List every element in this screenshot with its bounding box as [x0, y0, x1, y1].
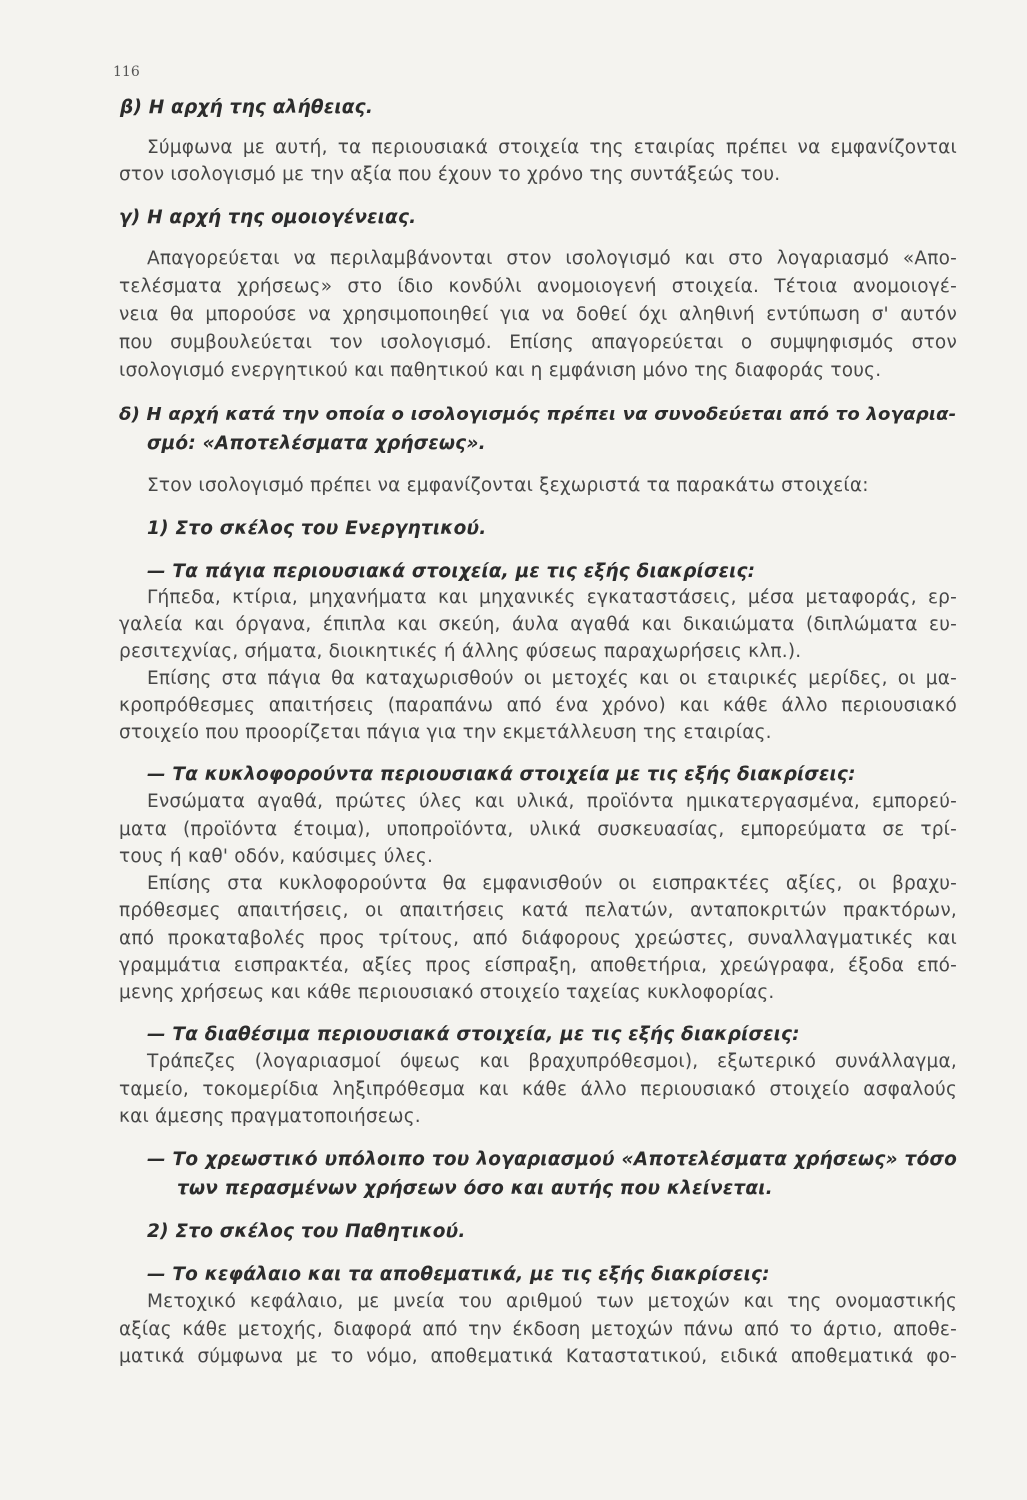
text-line: Απαγορεύεται να περιλαμβάνονται στον ισολογισμό και στο λογαριασμό «Απο-: [147, 248, 957, 269]
text-line: νεια θα μπορούσε να χρησιμοποιηθεί για να δοθεί όχι αληθινή εντύπωση σ' αυτόν: [119, 304, 957, 325]
page-number: 116: [113, 64, 140, 80]
text-line: πρόθεσμες απαιτήσεις, οι απαιτήσεις κατά πελατών, ανταποκριτών πρακτόρων,: [119, 900, 957, 921]
text-line: Επίσης στα πάγια θα καταχωρισθούν οι μετοχές και οι εταιρικές μερίδες, οι μα-: [147, 668, 957, 689]
heading-line: — Τα κυκλοφορούντα περιουσιακά στοιχεία με τις εξής διακρίσεις:: [147, 764, 856, 785]
text-line: και άμεσης πραγματοποιήσεως.: [119, 1106, 421, 1127]
text-line: τελέσματα χρήσεως» στο ίδιο κονδύλι ανομοιογενή στοιχεία. Τέτοια ανομοιογέ-: [119, 276, 957, 297]
heading-line: — Τα πάγια περιουσιακά στοιχεία, με τις εξής διακρίσεις:: [147, 561, 756, 582]
text-line: Σύμφωνα με αυτή, τα περιουσιακά στοιχεία της εταιρίας πρέπει να εμφανίζονται: [147, 137, 957, 158]
heading-line: γ) Η αρχή της ομοιογένειας.: [119, 207, 417, 228]
text-line: Μετοχικό κεφάλαιο, με μνεία του αριθμού των μετοχών και της ονομαστικής: [147, 1291, 957, 1312]
text-line: ματικά σύμφωνα με το νόμο, αποθεματικά Καταστατικού, ειδικά αποθεματικά φο-: [119, 1346, 957, 1367]
text-line: κροπρόθεσμες απαιτήσεις (παραπάνω από ένα χρόνο) και κάθε άλλο περιουσιακό: [119, 695, 957, 716]
heading-line: σμό: «Αποτελέσματα χρήσεως».: [147, 433, 486, 454]
heading-line: — Το κεφάλαιο και τα αποθεματικά, με τις εξής διακρίσεις:: [147, 1264, 770, 1285]
text-line: στοιχείο που προορίζεται πάγια για την εκμετάλλευση της εταιρίας.: [119, 722, 772, 743]
text-line: Γήπεδα, κτίρια, μηχανήματα και μηχανικές εγκαταστάσεις, μέσα μεταφοράς, ερ-: [147, 587, 957, 608]
heading-line: 2) Στο σκέλος του Παθητικού.: [147, 1221, 466, 1242]
heading-line: — Τα διαθέσιμα περιουσιακά στοιχεία, με τις εξής διακρίσεις:: [147, 1024, 800, 1045]
heading-line: β) Η αρχή της αλήθειας.: [120, 97, 374, 118]
text-line: Στον ισολογισμό πρέπει να εμφανίζονται ξεχωριστά τα παρακάτω στοιχεία:: [147, 475, 869, 496]
text-line: Τράπεζες (λογαριασμοί όψεως και βραχυπρόθεσμοι), εξωτερικό συνάλλαγμα,: [147, 1051, 957, 1072]
text-line: Ενσώματα αγαθά, πρώτες ύλες και υλικά, προϊόντα ημικατεργασμένα, εμπορεύ-: [147, 791, 957, 812]
text-line: ισολογισμό ενεργητικού και παθητικού και η εμφάνιση μόνο της διαφοράς τους.: [119, 360, 882, 381]
heading-line: των περασμένων χρήσεων όσο και αυτής που κλείνεται.: [177, 1178, 773, 1199]
text-line: ταμείο, τοκομερίδια ληξιπρόθεσμα και κάθε άλλο περιουσιακό στοιχείο ασφαλούς: [119, 1079, 957, 1100]
text-line: Επίσης στα κυκλοφορούντα θα εμφανισθούν οι εισπρακτέες αξίες, οι βραχυ-: [147, 873, 957, 894]
heading-line: 1) Στο σκέλος του Ενεργητικού.: [147, 518, 487, 539]
heading-line: δ) Η αρχή κατά την οποία ο ισολογισμός πρέπει να συνοδεύεται από το λογαρια-: [119, 404, 957, 425]
text-line: στον ισολογισμό με την αξία που έχουν το χρόνο της συντάξεώς του.: [119, 164, 781, 185]
text-line: από προκαταβολές προς τρίτους, από διάφορους χρεώστες, συναλλαγματικές και: [119, 928, 957, 949]
text-line: αξίας κάθε μετοχής, διαφορά από την έκδοση μετοχών πάνω από το άρτιο, αποθε-: [119, 1319, 957, 1340]
text-line: γραμμάτια εισπρακτέα, αξίες προς είσπραξη, αποθετήρια, χρεώγραφα, έξοδα επό-: [119, 955, 957, 976]
text-line: τους ή καθ' οδόν, καύσιμες ύλες.: [119, 846, 434, 867]
text-line: ματα (προϊόντα έτοιμα), υποπροϊόντα, υλικά συσκευασίας, εμπορεύματα σε τρί-: [119, 819, 957, 840]
heading-line: — Το χρεωστικό υπόλοιπο του λογαριασμού «Αποτελέσματα χρήσεως» τόσο: [147, 1149, 957, 1170]
text-line: που συμβουλεύεται τον ισολογισμό. Επίσης απαγορεύεται ο συμψηφισμός στον: [119, 332, 957, 353]
text-line: μενης χρήσεως και κάθε περιουσιακό στοιχείο ταχείας κυκλοφορίας.: [119, 982, 775, 1003]
text-line: γαλεία και όργανα, έπιπλα και σκεύη, άυλα αγαθά και δικαιώματα (διπλώματα ευ-: [119, 614, 957, 635]
text-line: ρεσιτεχνίας, σήματα, διοικητικές ή άλλης φύσεως παραχωρήσεις κλπ.).: [119, 641, 802, 662]
